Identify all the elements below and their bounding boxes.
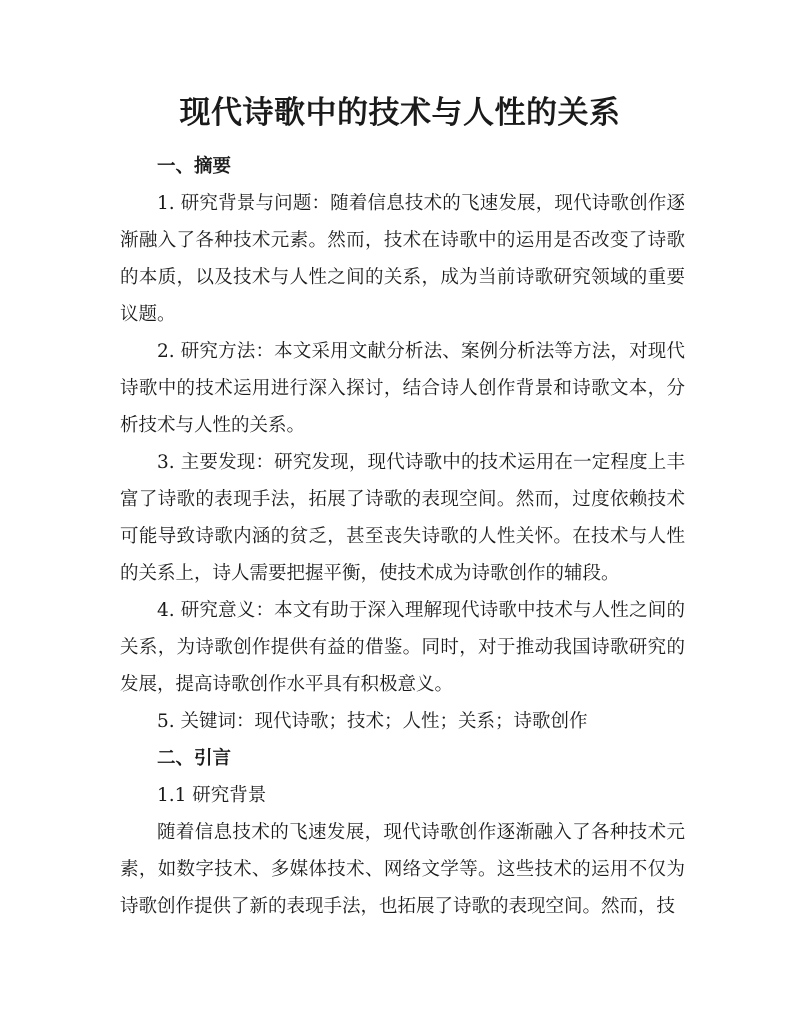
abstract-paragraph: 1. 研究背景与问题：随着信息技术的飞速发展，现代诗歌创作逐渐融入了各种技术元素。然而，技术在诗歌中的运用是否改变了诗歌的本质，以及技术与人性之间的关系，成为当前诗歌研究领域的重要议题。 [120, 193, 685, 325]
abstract-paragraph: 2. 研究方法：本文采用文献分析法、案例分析法等方法，对现代诗歌中的技术运用进行深入探讨，结合诗人创作背景和诗歌文本，分析技术与人性的关系。 [120, 341, 685, 436]
subsection-heading-background: 1.1 研究背景 [157, 785, 267, 806]
document-title: 现代诗歌中的技术与人性的关系 [179, 95, 621, 131]
introduction-paragraph: 随着信息技术的飞速发展，现代诗歌创作逐渐融入了各种技术元素，如数字技术、多媒体技术、网络文学等。这些技术的运用不仅为诗歌创作提供了新的表现手法，也拓展了诗歌的表现空间。然而，技 [120, 822, 685, 917]
abstract-paragraph: 5. 关键词：现代诗歌；技术；人性；关系；诗歌创作 [157, 711, 588, 732]
section-heading-abstract: 一、摘要 [157, 156, 232, 177]
document-body [120, 148, 685, 925]
abstract-paragraph: 3. 主要发现：研究发现，现代诗歌中的技术运用在一定程度上丰富了诗歌的表现手法，拓展了诗歌的表现空间。然而，过度依赖技术可能导致诗歌内涵的贫乏，甚至丧失诗歌的人性关怀。在技术与人性的关系上，诗人需要把握平衡，使技术成为诗歌创作的辅段。 [120, 452, 685, 584]
section-heading-introduction: 二、引言 [157, 748, 232, 769]
abstract-paragraph: 4. 研究意义：本文有助于深入理解现代诗歌中技术与人性之间的关系，为诗歌创作提供有益的借鉴。同时，对于推动我国诗歌研究的发展，提高诗歌创作水平具有积极意义。 [120, 600, 685, 695]
